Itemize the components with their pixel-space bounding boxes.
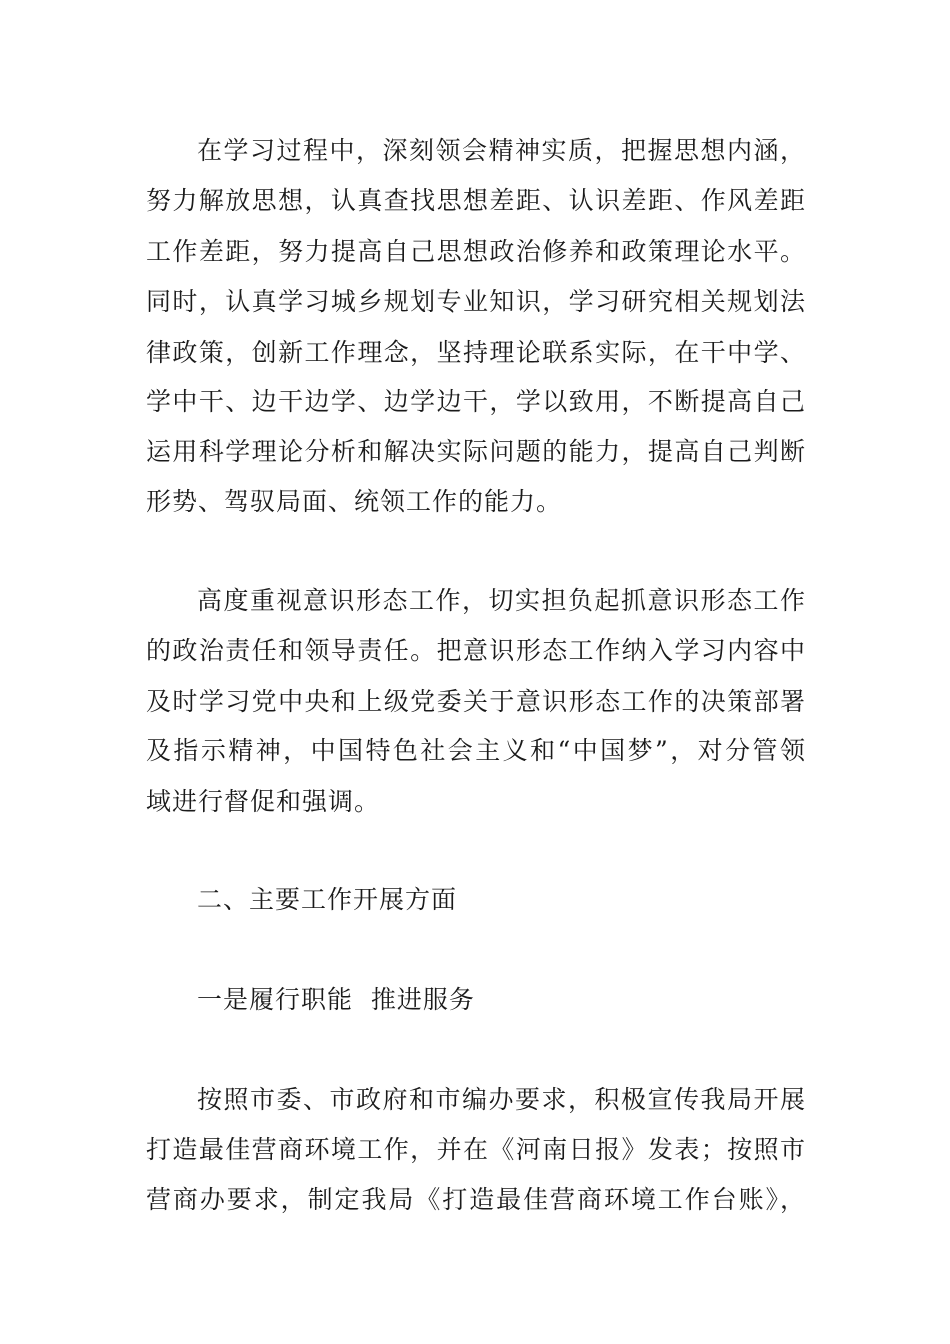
paragraph-2-line-4: 及指示精神，中国特色社会主义和“中国梦”，对分管领 [146,736,806,765]
paragraph-2-line-5: 域进行督促和强调。 [146,787,381,816]
paragraph-1-line-2: 努力解放思想，认真查找思想差距、认识差距、作风差距 [146,186,806,215]
paragraph-3-line-2: 打造最佳营商环境工作，并在《河南日报》发表；按照市 [146,1135,806,1164]
paragraph-1-line-7: 运用科学理论分析和解决实际问题的能力，提高自己判断 [146,437,806,466]
paragraph-1-line-8: 形势、驾驭局面、统领工作的能力。 [146,487,563,516]
paragraph-3-line-1: 按照市委、市政府和市编办要求，积极宣传我局开展 [197,1085,806,1114]
paragraph-1-line-6: 学中干、边干边学、边学边干，学以致用，不断提高自己 [146,387,806,416]
paragraph-1-line-5: 律政策，创新工作理念，坚持理论联系实际，在干中学、 [146,338,806,367]
sub-heading: 一是履行职能 推进服务 [197,985,475,1014]
paragraph-1-line-3: 工作差距，努力提高自己思想政治修养和政策理论水平。 [146,237,806,266]
paragraph-2-line-1: 高度重视意识形态工作，切实担负起抓意识形态工作 [197,586,806,615]
paragraph-1-line-4: 同时，认真学习城乡规划专业知识，学习研究相关规划法 [146,287,806,316]
section-heading: 二、主要工作开展方面 [197,885,458,914]
paragraph-1-line-1: 在学习过程中，深刻领会精神实质，把握思想内涵， [197,136,806,165]
paragraph-3-line-3: 营商办要求，制定我局《打造最佳营商环境工作台账》， [146,1185,806,1214]
paragraph-2-line-3: 及时学习党中央和上级党委关于意识形态工作的决策部署 [146,687,806,716]
paragraph-2-line-2: 的政治责任和领导责任。把意识形态工作纳入学习内容中 [146,636,806,665]
